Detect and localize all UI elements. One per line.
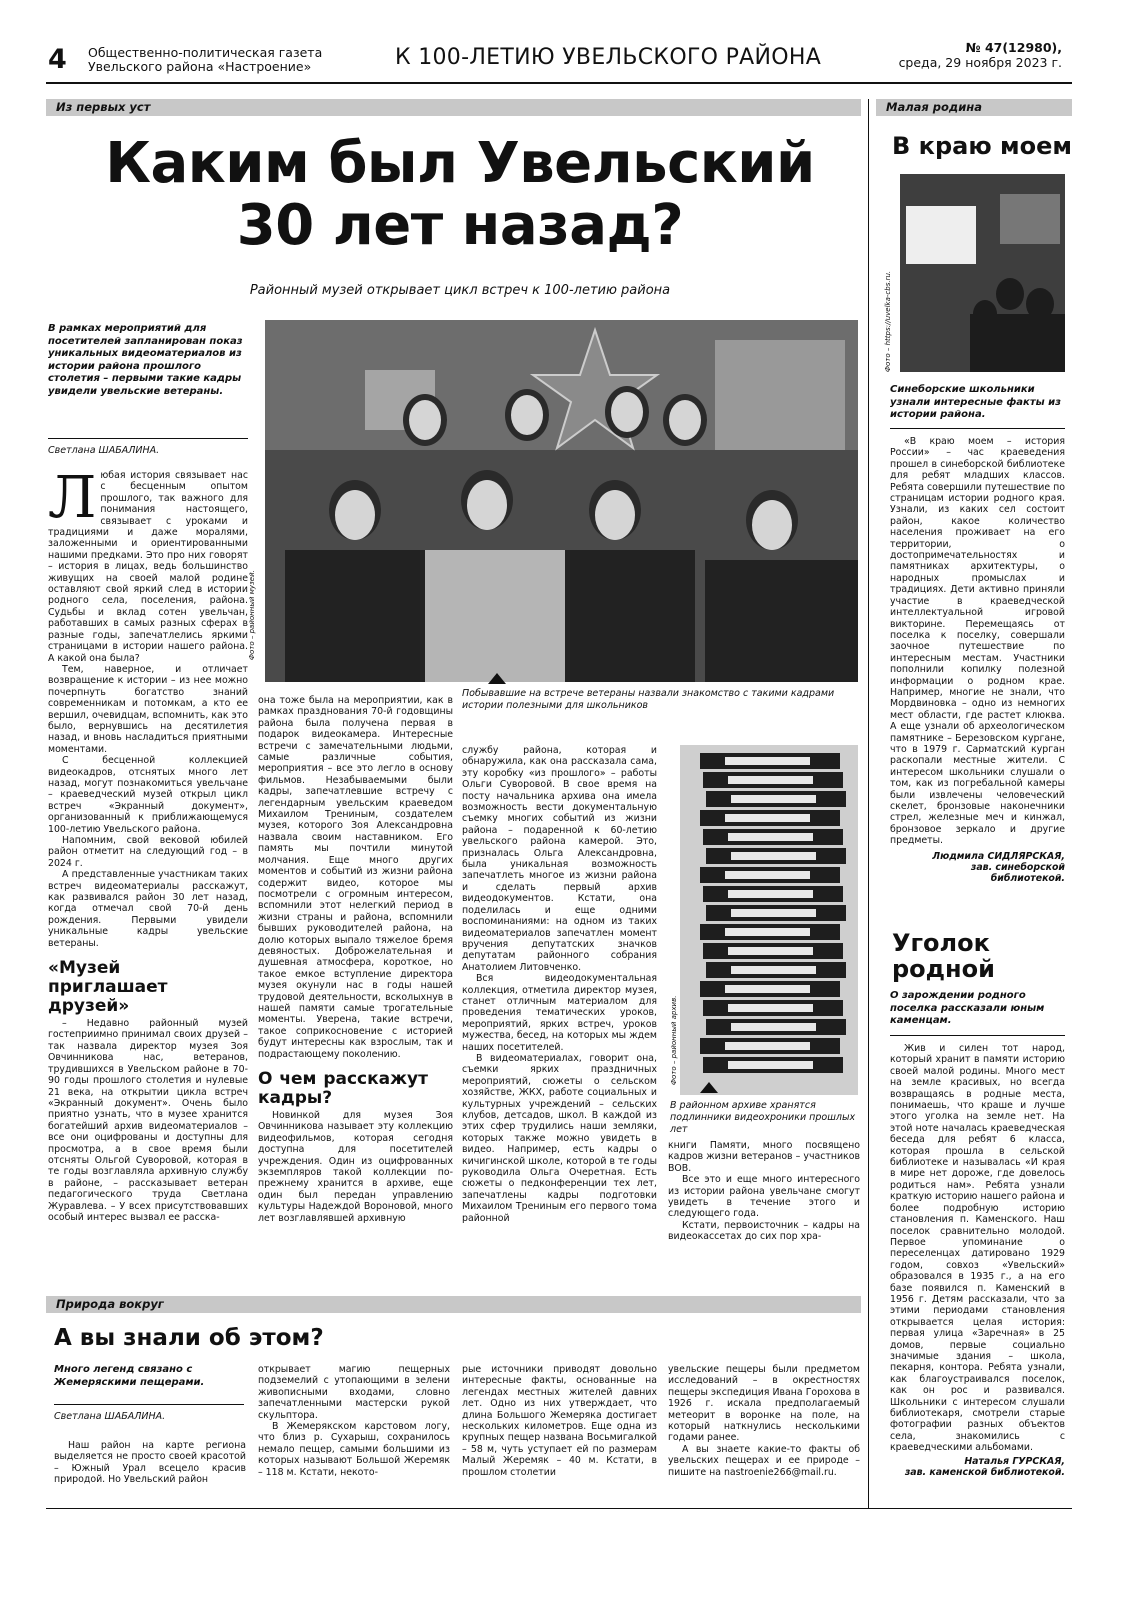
col1-para2: Тем, наверное, и отличает возвращение к истории – из нее можно почерпнуть богатство знаний современникам и потомкам, а кто ее вершил, очевидцам, вспомнить, как это было, вернувшись на десятилетия назад, и вновь насладиться приятными моментами. <box>48 663 248 755</box>
library-illustration <box>900 174 1065 372</box>
section-title: К 100-ЛЕТИЮ УВЕЛЬСКОГО РАЙОНА <box>395 45 822 70</box>
caption-pointer-icon-2 <box>700 1082 718 1093</box>
cassette-label <box>725 757 810 765</box>
main-col2 <box>258 695 453 1224</box>
right-article2 <box>890 1043 1065 1478</box>
col3-para1: службу района, которая и обнаружила, как она рассказала сама, эту коробку «из прошлого» – работы Ольги Суворовой. В свое время на посту начальника архива она имела возможность вести документальную съемку многих событий из жизни района – подаренной к 60-летию увельского района камерой. Это, призналась Ольга Александровна, была уникальная возможность запечатлеть многое из жизни района и сделать первый архив видеодокументов. Кстати, она поделилась и еще одними воспоминаниями: на одном из таких видеоматериалов запечатлен момент вручения депутатских значков депутатам районного собрания Анатолием Литовченко. <box>462 745 657 973</box>
main-photo <box>265 320 858 682</box>
column-divider <box>868 99 869 1509</box>
page-number: 4 <box>48 44 67 75</box>
signature2-role: зав. каменской библиотекой. <box>904 1467 1065 1479</box>
footer-rule <box>46 1508 1072 1509</box>
cassette-label <box>731 852 816 860</box>
col4-para2: Все это и еще много интересного из истории района увельчане смогут увидеть в течение этого и следующего года. <box>668 1174 860 1220</box>
col1-subheading: «Музей приглашает друзей» <box>48 958 168 1017</box>
col1-para5: А представленные участникам таких встреч видеоматериалы расскажут, как развивался район 30 лет назад, когда отмечал свой 70-й день рождения. Первыми увидели уникальные кадры увельские ветераны. <box>48 869 248 949</box>
signature1-name: Людмила СИДЛЯРСКАЯ, <box>932 850 1065 862</box>
bottom-col4 <box>668 1364 860 1478</box>
main-col4 <box>668 1140 860 1243</box>
bottom-lead: Много легенд связано с Жемеряскими пещерами. <box>54 1364 205 1388</box>
cassette-label <box>725 1042 810 1050</box>
caption-pointer-icon <box>488 673 506 684</box>
signature1-role: зав. синеборской библиотекой. <box>970 862 1065 885</box>
main-title <box>60 133 860 257</box>
main-title-line1: Каким был Увельский <box>105 131 815 196</box>
lead-rule <box>48 438 248 439</box>
bottom-col1 <box>54 1440 246 1486</box>
paper-name-line1: Общественно-политическая газета <box>88 45 323 60</box>
bottom-para2a: открывает магию пещерных подземелий с утопающими в зелени живописными входами, словно запечатленными мастерски рукой скульптора. <box>258 1364 450 1421</box>
main-col1 <box>48 463 248 1223</box>
bottom-author: Светлана ШАБАЛИНА. <box>54 1411 166 1422</box>
cassette-label <box>725 928 810 936</box>
right-lead2: О зарождении родного поселка рассказали юным каменцам. <box>890 990 1045 1027</box>
cassettes-illustration <box>680 745 858 1095</box>
col1-para1: юбая история связывает нас с бесценным опытом прошлого, так важного для понимания настоящего, связывает с уроками и традициями и даже моралями, заложенными и ориентированными нашими предками. Это про них говорят – история в лицах, ведь большинство живущих на своей малой родине оставляют свой яркий след в истории родного села, поселения, района. Судьбы и вклад сотен увельчан, работавших в самых разных сферах в разные годы, запечатлелись яркими страницами в истории нашего района. А какой она была? <box>48 470 248 664</box>
col2-para2: Новинкой для музея Зоя Овчинникова называет эту коллекцию видеофильмов, которая сегодня доступна для посетителей учреждения. Один из оцифрованных экземпляров такой коллекции по-прежнему хранится в архиве, еще один был передан управлению культуры Надеждой Вороновой, много лет возглавлявшей архивную <box>258 1110 453 1224</box>
col4-para3: Кстати, первоисточник – кадры на видеокассетах до сих пор хра- <box>668 1219 860 1243</box>
cassette-label <box>728 776 813 784</box>
cassette-label <box>731 1023 816 1031</box>
archive-photo-caption: В районном архиве хранятся подлинники видеохроники прошлых лет <box>670 1100 856 1135</box>
right-para1: «В краю моем – история России» – час краеведения прошел в синеборской библиотеке для ребят младших классов. Ребята совершили путешествие по страницам истории родного края. Узнали, из каких сел состоит район, какое количество населения проживает на его территории, о достопримечательностях и памятниках архитектуры, о народных промыслах и традициях. Дети активно приняли участие в краеведческой интеллектуальной игровой викторине. Перемещаясь от поселка к поселку, совершали заочное путешествие по интересным местам. Участники пополнили копилку полезной информации о родном крае. Например, многие не знали, что Мордвиновка – одно из немногих мест области, где растет клюква. А еще узнали об археологическом памятнике – Березовском кургане, что в 1979 г. Сарматский курган раскопали местные жители. С интересом школьники слушали о том, как из погребальной камеры были извлечены человеческий скелет, бронзовые наконечники стрел, железные меч и кинжал, бронзовое зеркало и другие предметы. <box>890 436 1065 847</box>
cassette-label <box>725 871 810 879</box>
cassette-label <box>728 1061 813 1069</box>
issue-date: среда, 29 ноября 2023 г. <box>898 55 1062 70</box>
rubric-bottom: Природа вокруг <box>46 1296 861 1313</box>
col3-para2: Вся видеодокументальная коллекция, отметила директор музея, станет отличным материалом для проведения тематических уроков, мероприятий, ярких встреч, уроков мужества, бесед, на которых мы ждем наших посетителей. <box>462 973 657 1053</box>
main-lead: В рамках мероприятий для посетителей запланирован показ уникальных видеоматериалов из истории района прошлого столетия – первыми такие кадры увидели увельские ветераны. <box>48 323 243 397</box>
main-col3 <box>462 745 657 1224</box>
archive-photo <box>680 745 858 1095</box>
main-subtitle: Районный музей открывает цикл встреч к 100-летию района <box>249 283 671 298</box>
bottom-title: А вы знали об этом? <box>54 1325 324 1351</box>
rubric-right: Малая родина <box>876 99 1072 116</box>
library-photo-credit: Фото – https://uvelka-cbs.ru. <box>884 270 892 372</box>
right-article1 <box>890 436 1065 885</box>
col4-para1: книги Памяти, много посвящено кадров жизни ветеранов – участников ВОВ. <box>668 1140 860 1174</box>
bottom-lead-rule <box>54 1404 244 1405</box>
right-lead: Синеборские школьники узнали интересные факты из истории района. <box>890 384 1061 421</box>
dropcap: Л <box>48 463 97 531</box>
archive-photo-credit: Фото – районный архив. <box>670 995 678 1085</box>
cassette-label <box>725 814 810 822</box>
main-photo-credit: Фото – районный музей. <box>248 570 256 660</box>
paper-name <box>88 46 322 74</box>
group-photo-illustration <box>265 320 858 682</box>
cassette-label <box>728 833 813 841</box>
bottom-para2b: В Жемерякском карстовом логу, что близ р. Сухарыш, сохранилось немало пещер, самыми большими из которых называют Большой Жеремяк – 118 м. Кстати, некото- <box>258 1421 450 1478</box>
main-title-line2: 30 лет назад? <box>236 193 684 258</box>
cassette-label <box>725 985 810 993</box>
bottom-para4a: увельские пещеры были предметом исследований – в окрестностях пещеры экспедиция Ивана Гороховa в 1926 г. искала предполагаемый метеорит в воронке на поле, на который наткнулись несколькими годами ранее. <box>668 1364 860 1444</box>
bottom-para1: Наш район на карте региона выделяется не просто своей красотой – Южный Урал всецело красив природой. Но Увельский район <box>54 1440 246 1486</box>
right-lead-rule <box>890 428 1065 429</box>
bottom-para4b: А вы знаете какие-то факты об увельских пещерах и ее природе – пишите на nastroenie266@mail.ru. <box>668 1443 860 1478</box>
right-title2 <box>892 930 995 982</box>
bottom-col3 <box>462 1364 657 1478</box>
col2-subheading: О чем расскажут кадры? <box>258 1069 428 1108</box>
bottom-para3: рые источники приводят довольно интересные факты, основанные на легендах местных жителей давних лет. Одно из них утверждает, что длина Большого Жемеряка достигает нескольких километров. Еще одна из крупных пещер названа Восьмигалкой – 58 м, чуть уступает ей по размерам Малый Жеремяк – 40 м. Кстати, в прошлом столетии <box>462 1364 657 1478</box>
col3-para3: В видеоматериалах, говорит она, съемки ярких праздничных мероприятий, сюжеты о сельском хозяйстве, ЖКХ, работе социальных и культурных учреждений – сельских клубов, детсадов, школ. В каждой из этих сфер трудились наши земляки, которых также можно увидеть в видео. Например, есть кадры о кичигинской школе, которой в те годы руководила Ольга Очеретная. Есть сюжеты о педконференции тех лет, запечатлены кадры подготовки Михаилом Трениным его первого тома районной <box>462 1052 657 1224</box>
issue-info <box>880 40 1062 70</box>
right-title2-line1: Уголок <box>892 929 990 957</box>
cassette-label <box>731 795 816 803</box>
right-title2-line2: родной <box>892 955 995 983</box>
bottom-col2 <box>258 1364 450 1478</box>
main-author: Светлана ШАБАЛИНА. <box>48 445 160 456</box>
cassette-label <box>731 966 816 974</box>
col1-para3: С бесценной коллекцией видеокадров, отснятых много лет назад, могут познакомиться увельчане – краеведческий музей открыл цикл встреч «Экранный документ», организованный к приближающемуся 100-летию Увельского района. <box>48 755 248 835</box>
header-rule <box>46 82 1072 84</box>
main-photo-caption: Побывавшие на встрече ветераны назвали знакомство с такими кадрами истории полезными для школьников <box>462 688 835 711</box>
cassette-label <box>728 1004 813 1012</box>
issue-number: № 47(12980), <box>965 40 1062 55</box>
right-para2: Жив и силен тот народ, который хранит в памяти историю своей малой родины. Много мест на земле красивых, но всегда возвращаясь в родные места, понимаешь, что краше и лучше этого уголка на земле нет. На этой ноте началась краеведческая беседа для ребят 6 класса, которая прошла в сельской библиотеке и называлась «И края в мире нет дороже, где довелось родиться нам». Ребята узнали краткую историю нашего района и более подробную историю становления п. Каменского. Наш поселок сравнительно молодой. Первое упоминание о переселенцах датировано 1929 годом, совхоз «Увельский» образовался в 1935 г., а на его базе появился п. Каменский в 1956 г. Детям рассказали, что за этими периодами становления открывается целая история: первая улица «Заречная» в 25 домов, первые социально значимые здания – школа, пекарня, контора. Ребята узнали, как благоустраивался поселок, как он рос и развивался. Школьники с интересом слушали библиотекаря, смотрели старые фотографии разных объектов села, знакомились с краеведческими альбомами. <box>890 1043 1065 1454</box>
col2-para1: она тоже была на мероприятии, как в рамках празднования 70-й годовщины района была получена первая в подарок видеокамера. Интересные встречи с замечательными людьми, самые различные события, мероприятия – все это легло в основу фильмов. Незабываемыми были кадры, запечатлевшие встречу с легендарным увельским краеведом Михаилом Трениным, создателем музея, которого Зоя Александровна назвала своим наставником. Его память мы почтили минутой молчания. Еще много других моментов и событий из жизни района содержит видео, которое мы посмотрели с огромным интересом, вспомнили этот нелегкий период в жизни страны и района, вспомнили бывших руководителей района, на долю которых выпало тяжелое бремя девяностых. Доброжелательная и душевная атмосфера, короткое, но такое емкое вступление директора музея окунули нас в годы нашей трудовой деятельности, всколыхнув в нашей памяти самые трогательные моменты. Уверена, такие встречи, такое соприкосновение с историей будут интересны как взрослым, так и подрастающему поколению. <box>258 695 453 1060</box>
col1-para6: – Недавно районный музей гостеприимно принимал своих друзей – так назвала директор музея Зоя Овчинникова нас, ветеранов, трудившихся в Увельском районе в 70-90 годы прошлого столетия и нулевые 21 века, на открытии цикла встреч «Экранный документ». Очень было приятно узнать, что в музее хранится богатейший архив видеоматериалов – все они оцифрованы и доступны для просмотра, а в свое время были отсняты Ольгой Суворовой, которая в те годы возглавляла архивную службу в районе, – рассказывает ветеран педагогического труда Светлана Журавлева. – У всех присутствовавших особый интерес вызвал ее расска- <box>48 1018 248 1223</box>
cassette-label <box>728 947 813 955</box>
cassette-label <box>731 909 816 917</box>
col1-para4: Напомним, свой вековой юбилей район отметит на следующий год – в 2024 г. <box>48 835 248 869</box>
right-title: В краю моем <box>892 132 1072 160</box>
paper-name-line2: Увельского района «Настроение» <box>88 59 312 74</box>
signature2-name: Наталья ГУРСКАЯ, <box>964 1455 1065 1467</box>
cassette-label <box>728 890 813 898</box>
right-lead2-rule <box>890 1035 1065 1036</box>
library-photo <box>900 174 1065 372</box>
rubric-main: Из первых уст <box>46 99 861 116</box>
